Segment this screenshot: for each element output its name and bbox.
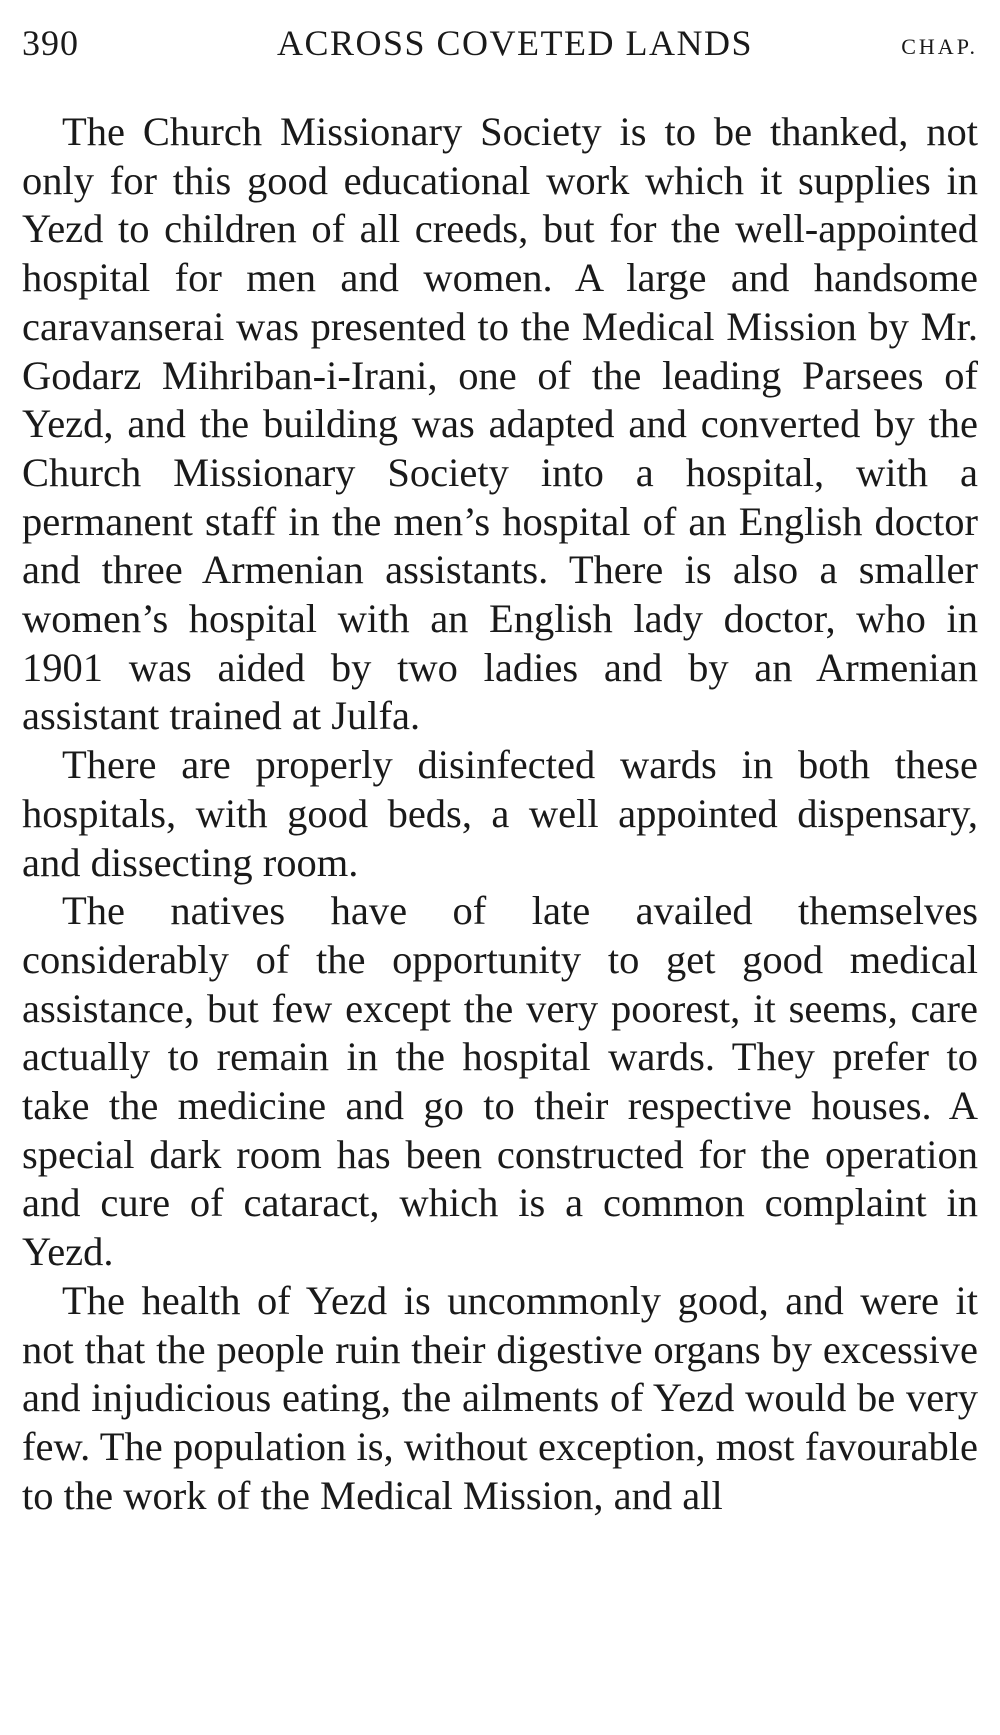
- page-number: 390: [22, 23, 79, 63]
- running-head: [22, 18, 978, 68]
- paragraph-wards: There are properly disinfected wards in both these hospitals, with good beds, a well appointed dispensary, and dissecting room.: [22, 742, 978, 885]
- paragraph-hospital-intro: The Church Missionary Society is to be thanked, not only for this good educational work which it supplies in Yezd to children of all creeds, but for the well-appointed hospital for men and women. A large and handsome caravanserai was presented to the Medical Mission by Mr. Godarz Mihriban-i-Irani, one of the leading Parsees of Yezd, and the building was adapted and converted by the Church Missionary Society into a hospital, with a permanent staff in the men’s hospital of an English doctor and three Armenian assistants. There is also a smaller women’s hospital with an English lady doctor, who in 1901 was aided by two ladies and by an Armenian assistant trained at Julfa.: [22, 109, 978, 739]
- paragraph-health: The health of Yezd is uncommonly good, and were it not that the people ruin their digestive organs by excessive and injudicious eating, the ailments of Yezd would be very few. The population is, without exception, most favourable to the work of the Medical Mission, and all: [22, 1277, 978, 1518]
- book-title: ACROSS COVETED LANDS: [276, 23, 754, 63]
- body-text: [22, 108, 978, 1520]
- paragraph-natives: The natives have of late availed themselves considerably of the opportunity to get good medical assistance, but few except the very poorest, it seems, care actually to remain in the hospital wards. They prefer to take the medicine and go to their respective houses. A special dark room has been constructed for the operation and cure of cataract, which is a common complaint in Yezd.: [22, 888, 978, 1275]
- chapter-label: CHAP.: [901, 34, 978, 59]
